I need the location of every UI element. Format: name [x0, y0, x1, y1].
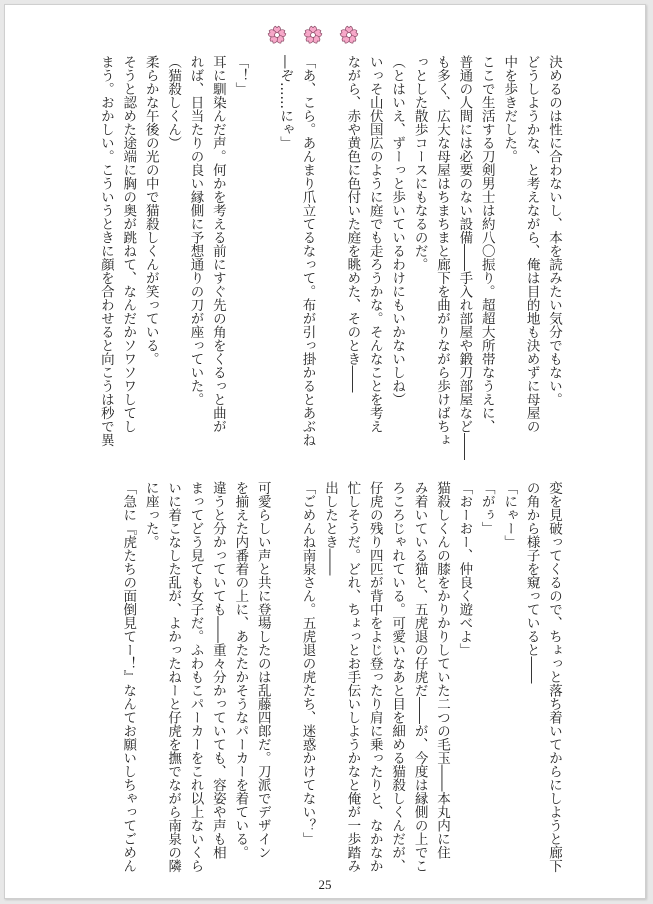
text-line: いっそ山伏国広のように庭でも走ろうかな。そんなことを考え — [366, 55, 383, 433]
page-number: 25 — [318, 877, 332, 892]
text-line: 「にゃー」 — [501, 481, 518, 549]
text-line: 「急に『虎たちの面倒見てー！』なんてお願いしちゃってごめん — [120, 481, 137, 873]
text-line: 中を歩きだした。 — [501, 55, 518, 163]
text-line: 出したとき―― — [321, 481, 338, 576]
text-line: 変を見破ってくるので、ちょっと落ち着いてからにしようと廊下 — [546, 481, 562, 873]
text-line: れば、日当たりの良い縁側に予想通りの刀が座っていた。 — [187, 55, 204, 406]
text-line: ―ぞ……にゃ」 — [277, 55, 294, 150]
text-line: 普通の人間には必要のない設備――手入れ部屋や鍛刀部屋など―― — [456, 55, 473, 460]
text-line: どうしようかな、と考えながら、俺は目的地も決めずに母屋の — [523, 55, 540, 433]
text-line: ながら、赤や黄色に色付いた庭を眺めた、そのとき―― — [344, 55, 361, 393]
text-line: 猫殺しくんの膝をかりかりしていた二つの毛玉――本丸内に住 — [433, 481, 450, 859]
text-line: 「ごめんね南泉さん。五虎退の虎たち、迷惑かけてない？」 — [299, 481, 316, 846]
text-line: 違うと分かっていても――重々分かっていても、容姿や声も相 — [209, 481, 226, 859]
text-line — [274, 481, 296, 866]
text-line: まってどう見ても女子だ。ふわもこパーカーをこれ以上ないくら — [187, 481, 204, 873]
text-line: そうと認めた途端に胸の奥が跳ねて、なんだかソワソワしてし — [120, 55, 137, 433]
text-line: （とはいえ、ずーっと歩いているわけにもいかないしね） — [389, 55, 406, 406]
text-line: （猫殺しくん） — [165, 55, 182, 150]
text-line: 耳に馴染んだ声。何かを考える前にすぐ先の角をくるっと曲が — [209, 55, 226, 433]
text-line: 可愛らしい声と共に登場したのは乱藤四郎だ。刀派でデザイン — [254, 481, 271, 859]
text-line: 「！」 — [232, 55, 249, 96]
text-line: ろころじゃれている。可愛いなあと目を細める猫殺しくんだが、 — [389, 481, 406, 873]
text-line: み着いている猫と、五虎退の仔虎だ――が、今度は縁側の上でこ — [411, 481, 428, 873]
text-line: 決めるのは性に合わないし、本を読みたい気分でもない。 — [546, 55, 562, 406]
top-text-block — [94, 55, 565, 460]
sakura-flower-icon — [267, 25, 287, 45]
text-line: 「がぅ」 — [478, 481, 495, 535]
bottom-text-block — [117, 481, 565, 873]
book-page — [4, 4, 646, 899]
text-line: いに着こなした乱が、よかったねーと仔虎を撫でながら南泉の隣 — [165, 481, 182, 873]
text-line: まう。おかしい。こういうときに顔を合わせると向こうは秒で異 — [97, 55, 114, 447]
text-line: 「おーおー、仲良く遊べよ」 — [456, 481, 473, 657]
text-line: に座った。 — [142, 481, 159, 549]
sakura-flower-icon — [303, 25, 323, 45]
text-line: の角から様子を窺っていると―― — [523, 481, 540, 684]
text-line: ここで生活する刀剣男士は約八〇振り。超超大所帯なうえに、 — [478, 55, 495, 433]
text-line: も多く、広大な母屋はちまちまと廊下を曲がりながら歩けばちょ — [433, 55, 450, 447]
text-line: っとした散歩コースにもなるのだ。 — [411, 55, 428, 271]
text-line: を揃えた内番着の上に、あたたかそうなパーカーを着ている。 — [232, 481, 249, 859]
text-line: 仔虎の残り四匹が背中をよじ登ったり肩に乗ったりと、なかなか — [366, 481, 383, 873]
text-line — [319, 55, 341, 440]
flower-ornament — [267, 25, 367, 45]
sakura-flower-icon — [339, 25, 359, 45]
text-line — [251, 55, 273, 440]
text-line: 忙しそうだ。どれ、ちょっとお手伝いしようかなと俺が一歩踏み — [344, 481, 361, 873]
text-line: 柔らかな午後の光の中で猫殺しくんが笑っている。 — [142, 55, 159, 366]
text-line: 「あ、こら。あんまり爪立てるなって。布が引っ掛かるとあぶね — [299, 55, 316, 447]
